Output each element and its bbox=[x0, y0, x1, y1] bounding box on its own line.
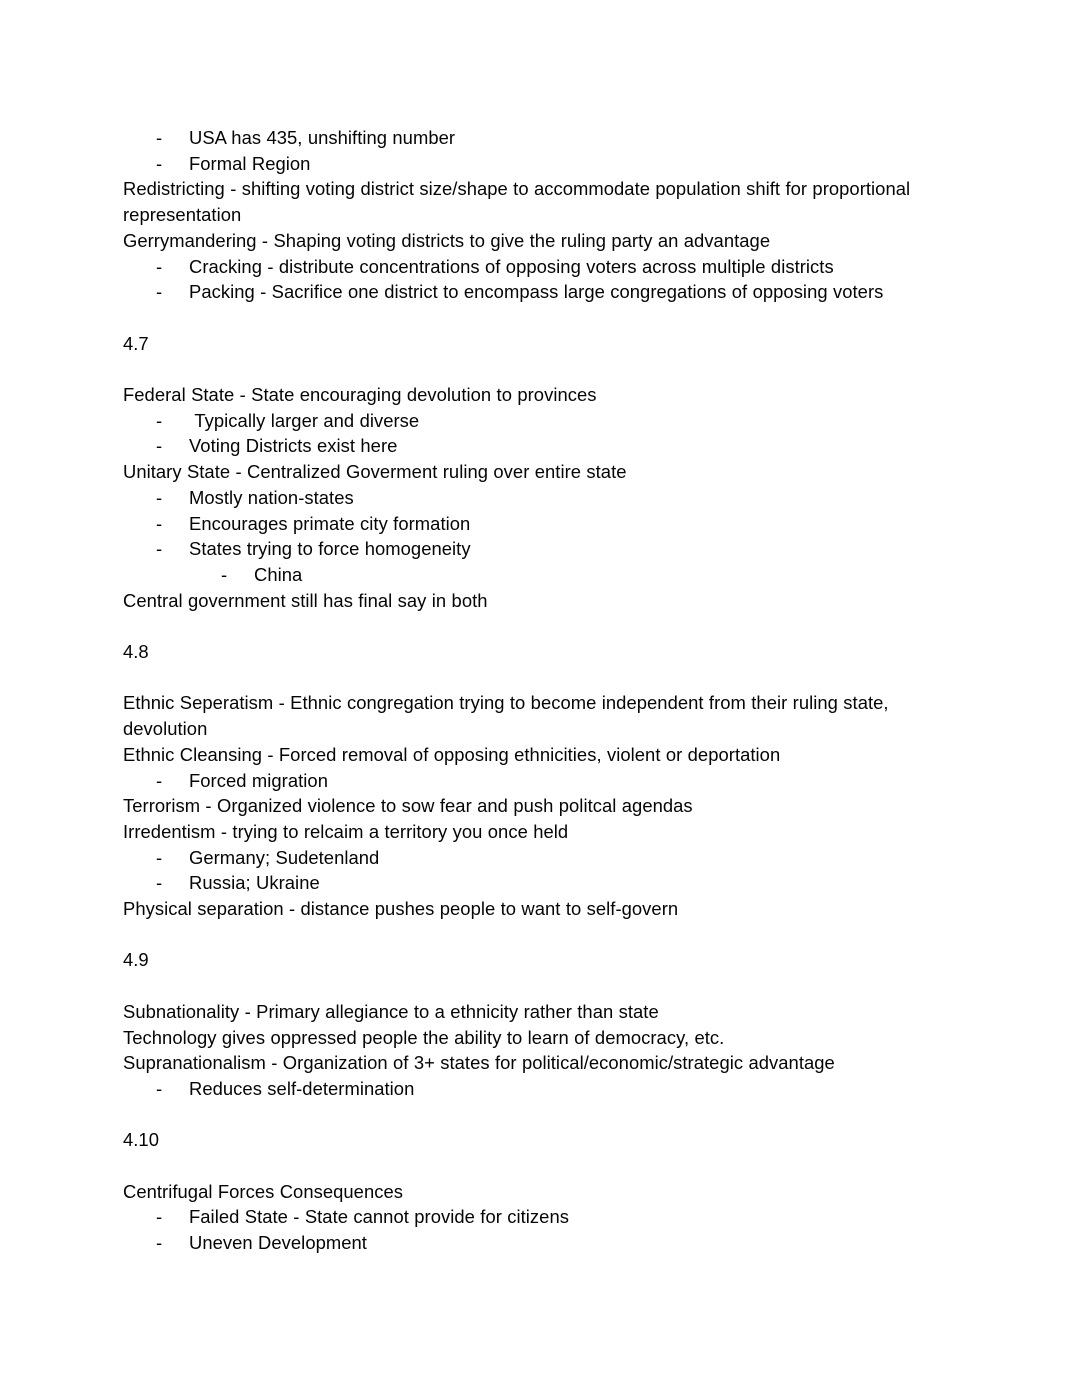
bullet-item bbox=[156, 870, 955, 896]
text-line: Technology gives oppressed people the ability to learn of democracy, etc. bbox=[123, 1026, 725, 1048]
text-line: Irredentism - trying to relcaim a territory you once held bbox=[123, 820, 569, 842]
blank-line bbox=[123, 613, 955, 639]
bullet-text: Uneven Development bbox=[189, 1232, 367, 1254]
text-line: Ethnic Seperatism - Ethnic congregation trying to become independent from their ruling state, devolution bbox=[123, 692, 894, 740]
text-line: Redistricting - shifting voting district size/shape to accommodate population shift for proportional representation bbox=[123, 178, 916, 226]
blank-line bbox=[123, 922, 955, 948]
bullet-item bbox=[156, 279, 955, 305]
bullet-text: Mostly nation-states bbox=[189, 486, 354, 508]
text-line: Terrorism - Organized violence to sow fear and push politcal agendas bbox=[123, 795, 693, 817]
bullet-dash-icon: - bbox=[156, 1232, 163, 1254]
bullet-text: Germany; Sudetenland bbox=[189, 846, 380, 868]
bullet-item bbox=[156, 408, 955, 434]
bullet-item bbox=[156, 845, 955, 871]
bullet-text: Typically larger and diverse bbox=[189, 409, 420, 431]
bullet-item bbox=[156, 151, 955, 177]
bullet-dash-icon: - bbox=[156, 538, 163, 560]
bullet-text: Reduces self-determination bbox=[189, 1077, 415, 1099]
bullet-text: China bbox=[254, 563, 303, 585]
bullet-dash-icon: - bbox=[156, 872, 163, 894]
bullet-dash-icon: - bbox=[156, 512, 163, 534]
blank-line bbox=[123, 1153, 955, 1179]
bullet-dash-icon: - bbox=[221, 563, 228, 585]
bullet-dash-icon: - bbox=[156, 255, 163, 277]
bullet-dash-icon: - bbox=[156, 281, 163, 303]
text-line: Ethnic Cleansing - Forced removal of opposing ethnicities, violent or deportation bbox=[123, 743, 781, 765]
bullet-text: Voting Districts exist here bbox=[189, 435, 398, 457]
bullet-text: Cracking - distribute concentrations of opposing voters across multiple districts bbox=[189, 255, 834, 277]
bullet-text: States trying to force homogeneity bbox=[189, 538, 471, 560]
bullet-text: Formal Region bbox=[189, 152, 311, 174]
section-number: 4.8 bbox=[123, 641, 149, 663]
blank-line bbox=[123, 665, 955, 691]
section-number: 4.10 bbox=[123, 1129, 159, 1151]
text-line: Subnationality - Primary allegiance to a ethnicity rather than state bbox=[123, 1000, 659, 1022]
text-line: Gerrymandering - Shaping voting districts to give the ruling party an advantage bbox=[123, 229, 771, 251]
document-body bbox=[123, 125, 955, 1256]
bullet-item bbox=[156, 536, 955, 562]
bullet-dash-icon: - bbox=[156, 127, 163, 148]
blank-line bbox=[123, 305, 955, 331]
section-number: 4.7 bbox=[123, 332, 149, 354]
bullet-dash-icon: - bbox=[156, 1077, 163, 1099]
bullet-item bbox=[156, 254, 955, 280]
bullet-text: USA has 435, unshifting number bbox=[189, 127, 456, 148]
blank-line bbox=[123, 1102, 955, 1128]
bullet-item bbox=[156, 433, 955, 459]
text-line: Unitary State - Centralized Goverment ruling over entire state bbox=[123, 461, 627, 483]
text-line: Centrifugal Forces Consequences bbox=[123, 1180, 404, 1202]
bullet-dash-icon: - bbox=[156, 152, 163, 174]
bullet-item bbox=[156, 1230, 955, 1256]
section-number: 4.9 bbox=[123, 949, 149, 971]
bullet-text: Russia; Ukraine bbox=[189, 872, 320, 894]
bullet-dash-icon: - bbox=[156, 846, 163, 868]
bullet-dash-icon: - bbox=[156, 409, 163, 431]
text-line: Supranationalism - Organization of 3+ states for political/economic/strategic advantage bbox=[123, 1052, 835, 1074]
bullet-item bbox=[156, 511, 955, 537]
blank-line bbox=[123, 356, 955, 382]
bullet-dash-icon: - bbox=[156, 769, 163, 791]
sub-bullet-item bbox=[221, 562, 955, 588]
text-line: Central government still has final say in both bbox=[123, 589, 488, 611]
bullet-dash-icon: - bbox=[156, 435, 163, 457]
text-line: Physical separation - distance pushes people to want to self-govern bbox=[123, 898, 679, 920]
bullet-item bbox=[156, 125, 955, 151]
bullet-dash-icon: - bbox=[156, 486, 163, 508]
bullet-text: Packing - Sacrifice one district to encompass large congregations of opposing voters bbox=[189, 281, 884, 303]
text-line: Federal State - State encouraging devolution to provinces bbox=[123, 384, 597, 405]
bullet-text: Failed State - State cannot provide for citizens bbox=[189, 1206, 569, 1228]
bullet-dash-icon: - bbox=[156, 1206, 163, 1228]
bullet-text: Forced migration bbox=[189, 769, 328, 791]
bullet-item bbox=[156, 768, 955, 794]
bullet-item bbox=[156, 1204, 955, 1230]
bullet-item bbox=[156, 485, 955, 511]
bullet-text: Encourages primate city formation bbox=[189, 512, 471, 534]
blank-line bbox=[123, 973, 955, 999]
bullet-item bbox=[156, 1076, 955, 1102]
